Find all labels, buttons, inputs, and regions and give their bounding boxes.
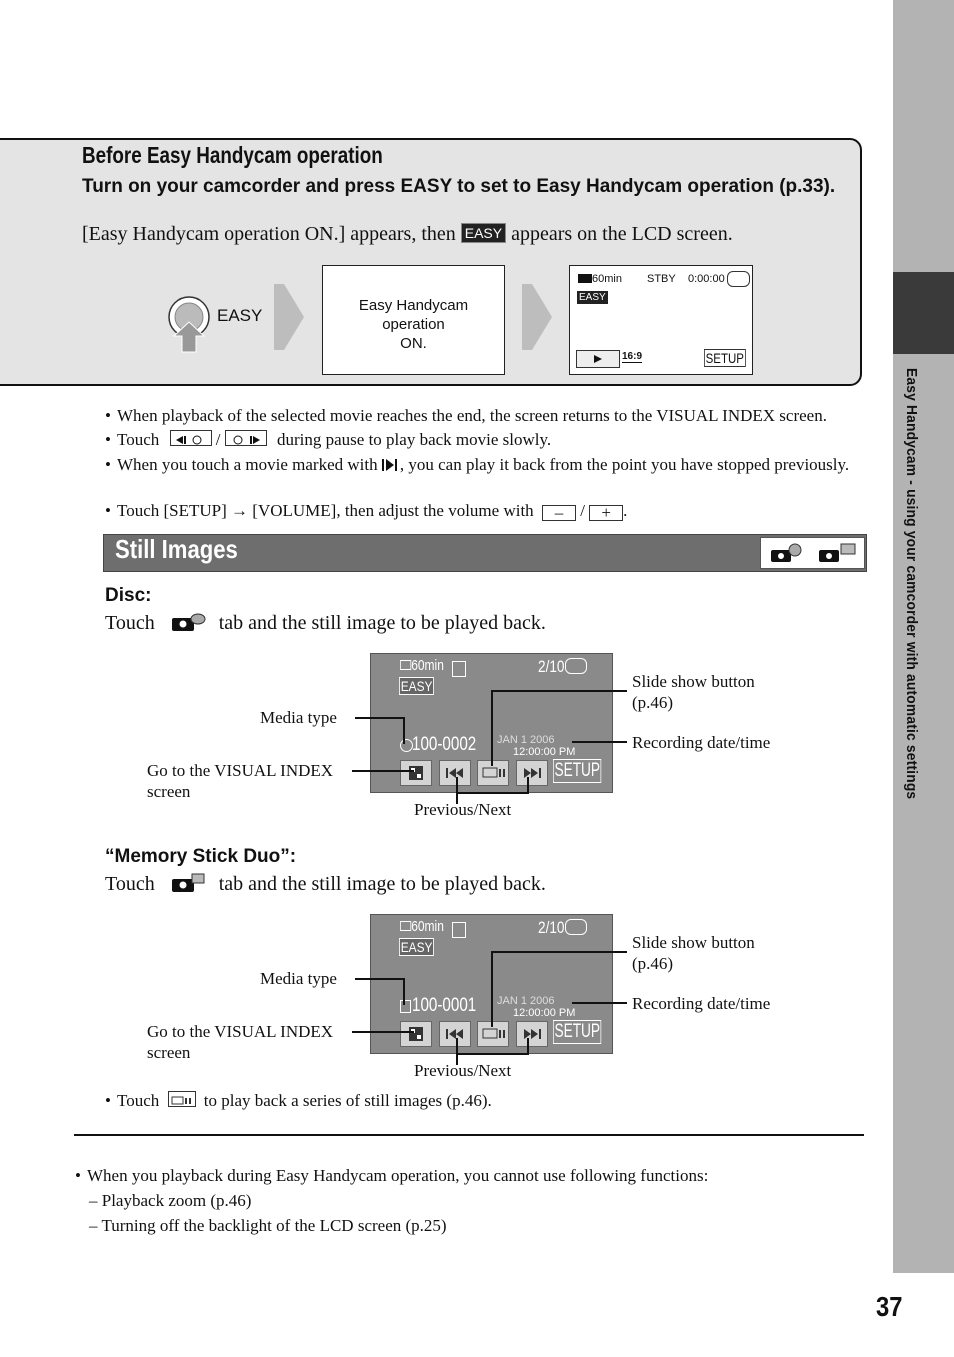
callout-line	[355, 978, 403, 980]
disc-screen-easy: EASY	[400, 678, 433, 694]
arrow-right-icon	[274, 284, 306, 350]
easy-button-label: EASY	[217, 306, 263, 325]
disc-text: tab and the still image to be played back.	[218, 612, 546, 634]
bullet-4-text-b: [VOLUME], then adjust the volume with	[252, 501, 534, 520]
ms-screen-date: JAN 1 2006	[497, 995, 555, 1007]
visual-index-button[interactable]	[400, 760, 432, 786]
callout-line	[352, 1031, 414, 1033]
disc-screen-file: 100-0002	[412, 734, 477, 755]
disc-screen-counter: 2/10	[538, 657, 565, 676]
next-button[interactable]	[516, 760, 548, 786]
ms-text: tab and the still image to be played back.	[218, 873, 546, 895]
bullet-4-text-a: Touch [SETUP]	[117, 501, 227, 520]
ms-screen-file: 100-0001	[412, 995, 477, 1016]
callout-media-type: Media type	[260, 969, 337, 988]
callout-prev-next: Previous/Next	[414, 1061, 512, 1080]
notes-item-1: – Playback zoom (p.46)	[89, 1191, 252, 1210]
section-divider	[74, 1134, 864, 1136]
slow-reverse-icon	[170, 430, 212, 446]
slide-show-button[interactable]	[477, 760, 509, 786]
side-tab-text-wrap	[903, 368, 943, 928]
callout-line	[355, 717, 403, 719]
setup-button[interactable]: SETUP	[705, 350, 744, 366]
ms-setup-button[interactable]: SETUP	[554, 1021, 601, 1042]
bullet-1-text: When playback of the selected movie reaches the end, the screen returns to the VISUAL INDEX screen.	[117, 406, 827, 425]
note-prefix: [Easy Handycam operation ON.] appears, then	[82, 223, 456, 245]
callout-line	[491, 690, 493, 766]
memory-stick-instruction	[105, 873, 546, 896]
ms-touch: Touch	[105, 873, 155, 895]
resume-mark-icon	[382, 455, 400, 467]
disc-setup-button[interactable]: SETUP	[554, 760, 601, 781]
bullet-2-text: during pause to play back movie slowly.	[276, 430, 552, 449]
callout-line	[491, 951, 493, 1027]
lcd-line-1: Easy Handycam	[358, 297, 469, 314]
bullet-4: • Touch [SETUP] → [VOLUME], then adjust the volume with – / + .	[105, 501, 628, 522]
bullet-4-end: .	[623, 501, 628, 520]
media-icons-box	[760, 537, 865, 569]
callout-visual-index-2: screen	[147, 1043, 191, 1062]
callout-visual-index-1: Go to the VISUAL INDEX	[147, 1022, 334, 1041]
slide-show-note: • Touch to play back a series of still images (p.46).	[105, 1091, 492, 1110]
page-number: 37	[876, 1291, 903, 1322]
slow-forward-icon	[225, 430, 267, 446]
disc-label: Disc:	[105, 585, 152, 606]
aspect-ratio: 16:9	[622, 351, 643, 362]
bullet-2: • Touch / during pause to play back movie slowly.	[105, 430, 552, 449]
callout-slide-show-1: Slide show button	[632, 672, 755, 691]
notes-item-2: – Turning off the backlight of the LCD screen (p.25)	[89, 1216, 447, 1235]
disc-touch: Touch	[105, 612, 155, 634]
callout-prev-next: Previous/Next	[414, 800, 512, 819]
callout-media-type: Media type	[260, 708, 337, 727]
visual-index-button[interactable]	[400, 1021, 432, 1047]
plus-icon: +	[589, 505, 623, 521]
ms-screen-time: 12:00:00 PM	[513, 1007, 576, 1019]
disc-instruction	[105, 612, 546, 635]
slide-note-prefix: Touch	[117, 1091, 160, 1110]
standby-easy-badge: EASY	[579, 292, 606, 303]
ms-screen-easy: EASY	[400, 939, 433, 955]
before-section-instruction: Turn on your camcorder and press EASY to set to Easy Handycam operation (p.33).	[82, 176, 836, 197]
disc-screen-date: JAN 1 2006	[497, 734, 555, 746]
before-section-note	[82, 223, 733, 246]
previous-button[interactable]	[439, 760, 471, 786]
callout-line	[456, 792, 528, 794]
callout-rec-datetime: Recording date/time	[632, 994, 771, 1013]
still-images-title: Still Images	[115, 534, 238, 564]
battery-label: 60min	[411, 657, 444, 674]
callout-line	[572, 1002, 627, 1004]
bullet-2-touch: Touch	[117, 430, 160, 449]
previous-button[interactable]	[439, 1021, 471, 1047]
slide-show-icon	[168, 1091, 196, 1107]
disc-screen-time: 12:00:00 PM	[513, 746, 576, 758]
arrow-icon: →	[231, 501, 249, 520]
callout-line	[572, 741, 627, 743]
lcd-screen-easy-on-text	[322, 296, 505, 353]
disc-camera-icon	[168, 612, 206, 632]
bullet-3-text-a: When you touch a movie marked with	[117, 455, 378, 474]
callout-visual-index	[147, 1021, 333, 1063]
callout-visual-index-2: screen	[147, 782, 191, 801]
callout-line	[491, 951, 627, 953]
callout-slide-show	[632, 932, 755, 974]
standby-time: 0:00:00	[688, 273, 725, 285]
callout-line	[352, 770, 414, 772]
callout-slide-show	[632, 671, 755, 713]
callout-slide-show-2: (p.46)	[632, 693, 674, 712]
battery-label: 60min	[592, 273, 622, 285]
notes-intro: • When you playback during Easy Handycam operation, you cannot use following functions:	[75, 1166, 709, 1185]
callout-slide-show-1: Slide show button	[632, 933, 755, 952]
callout-visual-index	[147, 760, 333, 802]
callout-line	[491, 690, 627, 692]
slide-note-suffix: to play back a series of still images (p.46).	[203, 1091, 492, 1110]
before-section-title: Before Easy Handycam operation	[82, 142, 383, 168]
ms-screen-counter: 2/10	[538, 918, 565, 937]
side-tab-label: Easy Handycam - using your camcorder with automatic settings	[903, 368, 920, 800]
callout-line	[403, 978, 405, 1005]
dvd-video-icon	[727, 271, 750, 287]
notes-intro-text: When you playback during Easy Handycam operation, you cannot use following functions:	[87, 1166, 709, 1185]
callout-line	[527, 777, 529, 794]
callout-line	[456, 1053, 528, 1055]
minus-icon: –	[542, 505, 576, 521]
lcd-line-2: operation	[382, 316, 445, 333]
standby-status: STBY	[647, 273, 676, 285]
memory-stick-camera-icon	[168, 873, 206, 893]
standby-battery	[578, 273, 622, 285]
callout-slide-show-2: (p.46)	[632, 954, 674, 973]
callout-rec-datetime: Recording date/time	[632, 733, 771, 752]
side-tab-marker	[893, 272, 954, 354]
callout-line	[527, 1038, 529, 1055]
note-suffix: appears on the LCD screen.	[511, 223, 733, 245]
easy-badge: EASY	[461, 223, 506, 243]
bullet-1: • When playback of the selected movie reaches the end, the screen returns to the VISUAL INDEX screen.	[105, 406, 827, 425]
next-button[interactable]	[516, 1021, 548, 1047]
battery-label: 60min	[411, 918, 444, 935]
battery-icon	[578, 274, 592, 283]
callout-line	[403, 717, 405, 744]
play-button[interactable]	[576, 350, 620, 368]
memory-stick-label: “Memory Stick Duo”:	[105, 846, 297, 867]
slide-show-button[interactable]	[477, 1021, 509, 1047]
bullet-3-text-b: , you can play it back from the point you have stopped previously.	[399, 455, 850, 474]
arrow-right-icon	[522, 284, 554, 350]
callout-visual-index-1: Go to the VISUAL INDEX	[147, 761, 334, 780]
bullet-3: • When you touch a movie marked with , you can play it back from the point you have stopped previously.	[105, 455, 850, 474]
lcd-line-3: ON.	[400, 335, 427, 352]
